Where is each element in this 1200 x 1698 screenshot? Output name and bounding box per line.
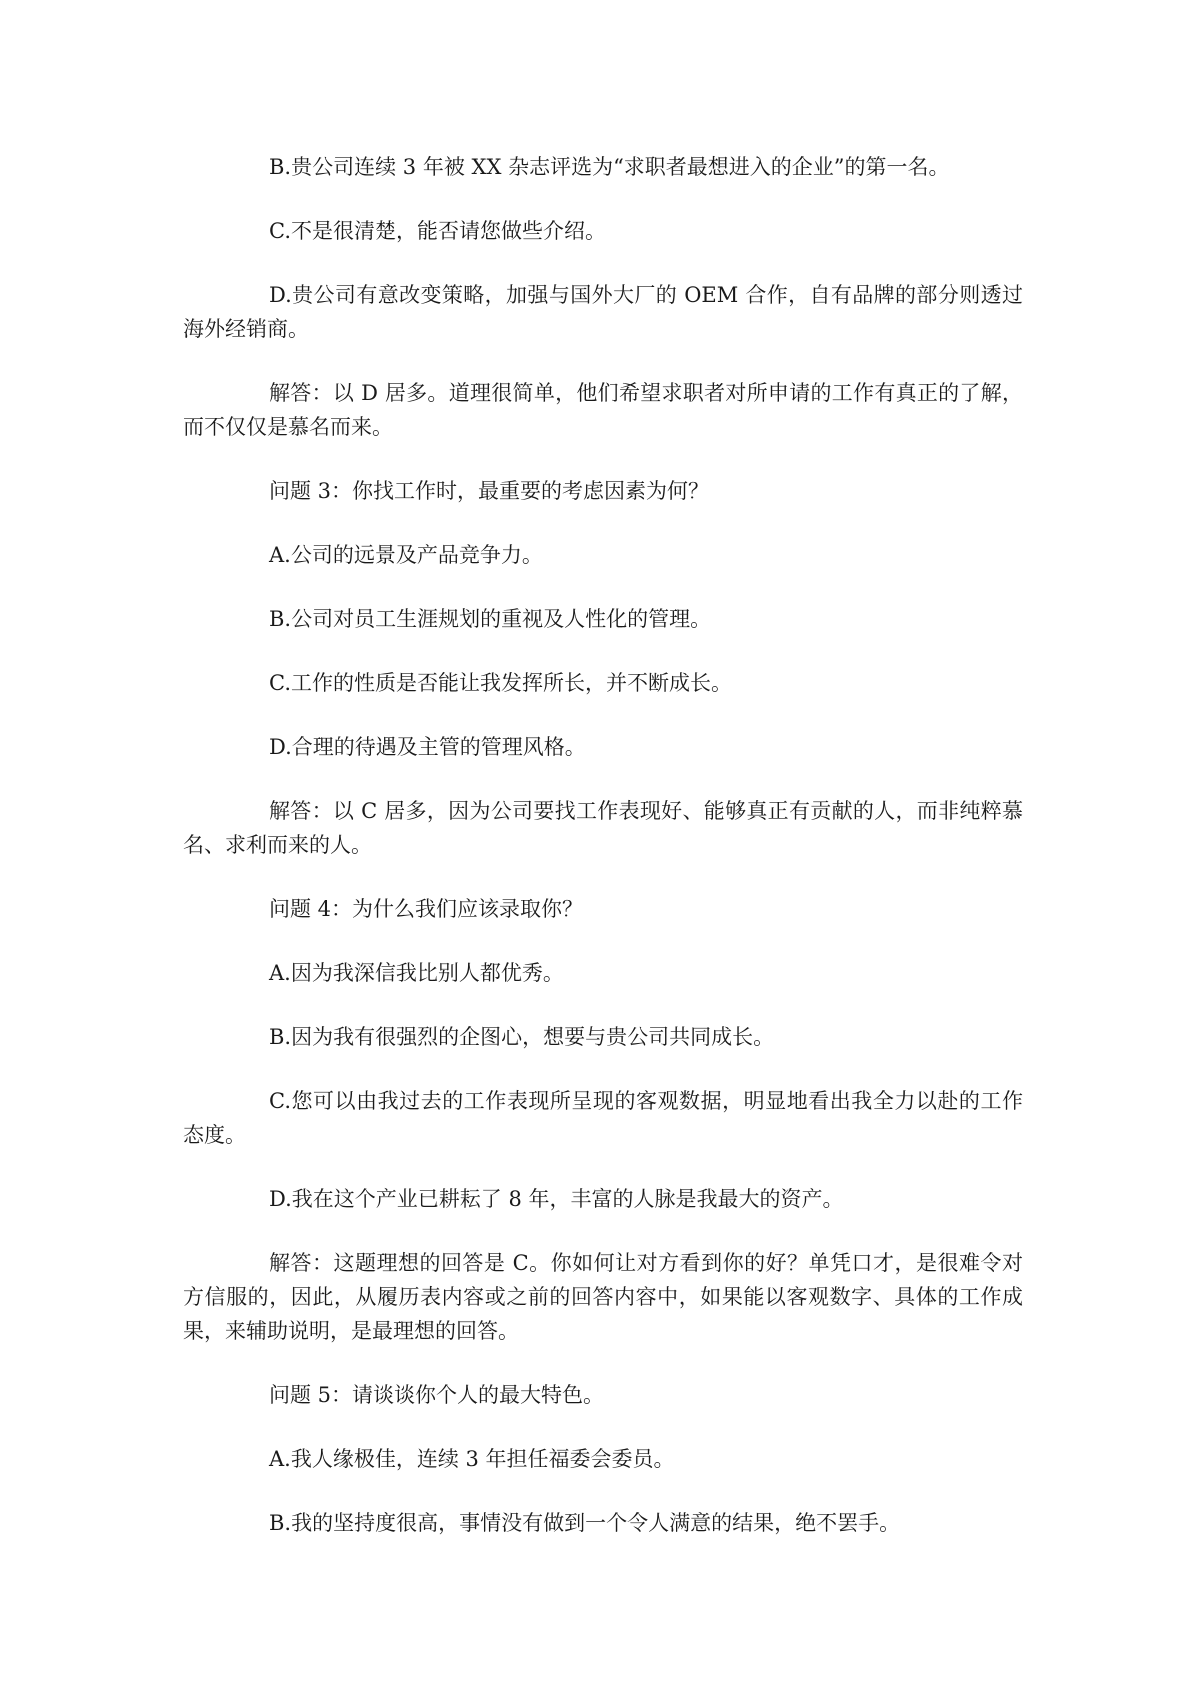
question-4: 问题 4：为什么我们应该录取你？ bbox=[269, 897, 584, 921]
option-4b: B.因为我有很强烈的企图心，想要与贵公司共同成长。 bbox=[269, 1025, 775, 1049]
question-5: 问题 5：请谈谈你个人的最大特色。 bbox=[269, 1383, 605, 1407]
option-2b: B.贵公司连续 3 年被 XX 杂志评选为“求职者最想进入的企业”的第一名。 bbox=[269, 155, 950, 179]
option-2d: D.贵公司有意改变策略，加强与国外大厂的 OEM 合作，自有品牌的部分则透过海外经销商。 bbox=[183, 283, 1023, 341]
answer-4: 解答：这题理想的回答是 C。你如何让对方看到你的好？单凭口才，是很难令对方信服的，因此，从履历表内容或之前的回答内容中，如果能以客观数字、具体的工作成果，来辅助说明，是最理想的回答。 bbox=[183, 1251, 1023, 1343]
option-3c: C.工作的性质是否能让我发挥所长，并不断成长。 bbox=[269, 671, 732, 695]
answer-2: 解答：以 D 居多。道理很简单，他们希望求职者对所申请的工作有真正的了解，而不仅仅是慕名而来。 bbox=[183, 381, 1023, 439]
option-4c: C.您可以由我过去的工作表现所呈现的客观数据，明显地看出我全力以赴的工作态度。 bbox=[183, 1089, 1023, 1147]
option-5a: A.我人缘极佳，连续 3 年担任福委会委员。 bbox=[269, 1447, 675, 1471]
option-5b: B.我的坚持度很高，事情没有做到一个令人满意的结果，绝不罢手。 bbox=[269, 1511, 901, 1535]
question-3: 问题 3：你找工作时，最重要的考虑因素为何？ bbox=[269, 479, 710, 503]
option-4a: A.因为我深信我比别人都优秀。 bbox=[269, 961, 564, 985]
option-3a: A.公司的远景及产品竞争力。 bbox=[269, 543, 543, 567]
answer-3: 解答：以 C 居多，因为公司要找工作表现好、能够真正有贡献的人，而非纯粹慕名、求利而来的人。 bbox=[183, 799, 1023, 857]
option-3b: B.公司对员工生涯规划的重视及人性化的管理。 bbox=[269, 607, 712, 631]
option-2c: C.不是很清楚，能否请您做些介绍。 bbox=[269, 219, 606, 243]
option-3d: D.合理的待遇及主管的管理风格。 bbox=[269, 735, 586, 759]
document-body bbox=[183, 150, 1023, 1570]
option-4d: D.我在这个产业已耕耘了 8 年，丰富的人脉是我最大的资产。 bbox=[269, 1187, 844, 1211]
